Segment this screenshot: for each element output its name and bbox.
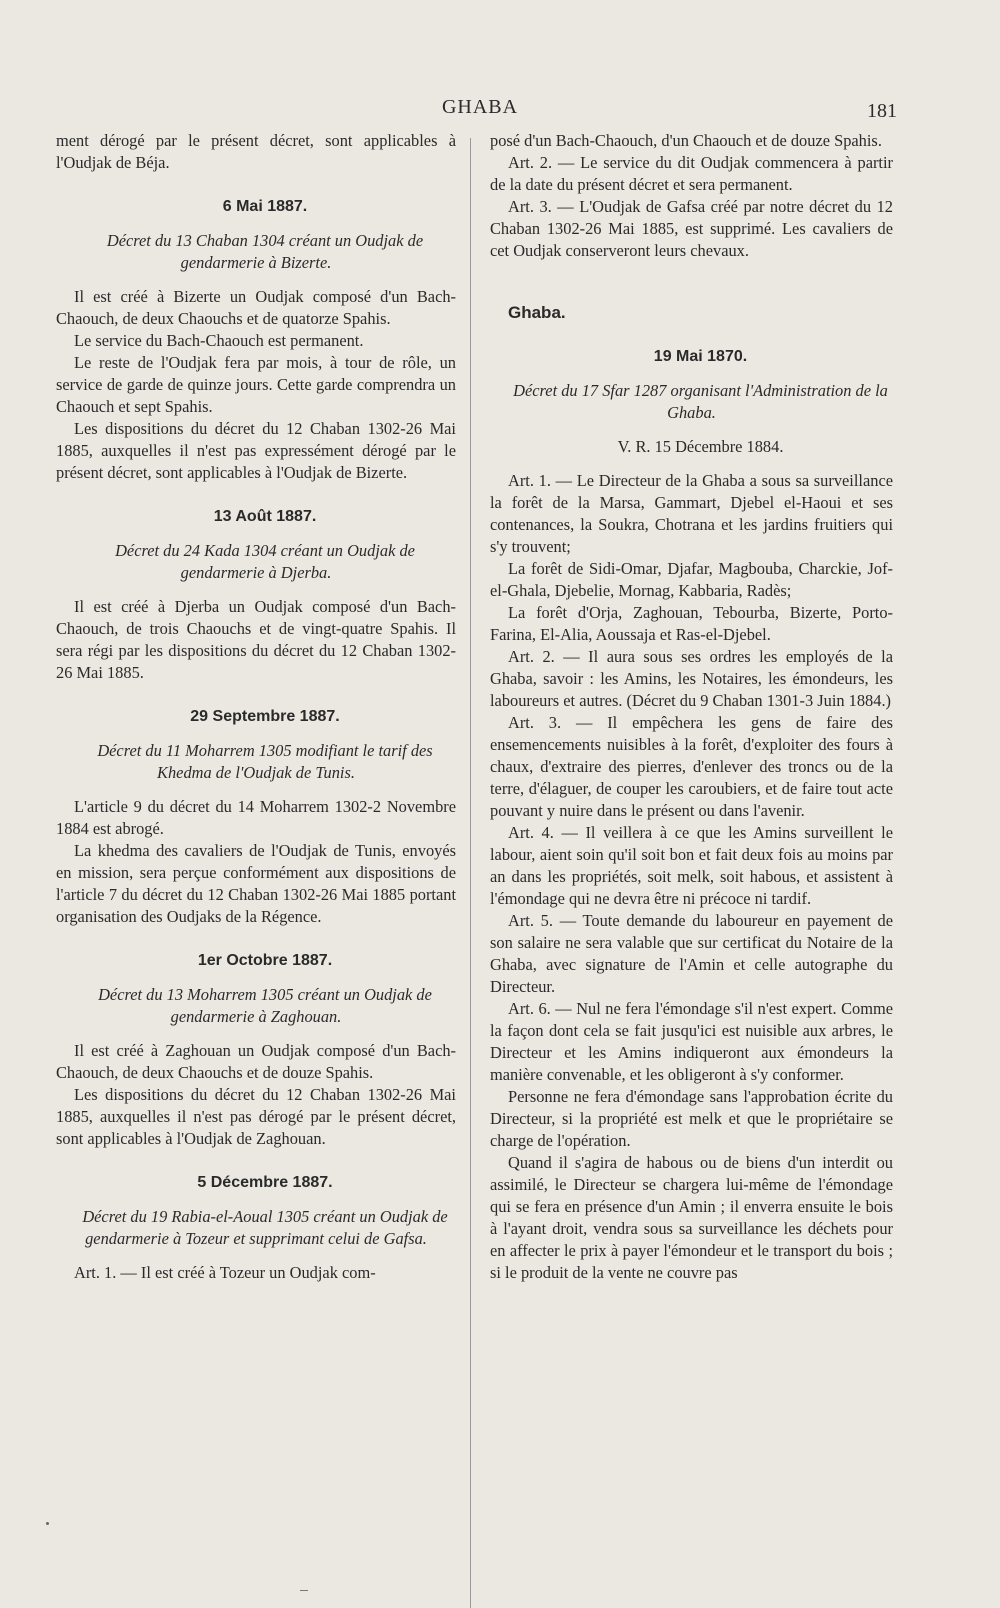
paragraph: La forêt d'Orja, Zaghouan, Tebourba, Bizerte, Porto-Farina, El-Alia, Aoussaja et Ras-el-Djebel. bbox=[490, 603, 893, 644]
paragraph: Art. 3. — L'Oudjak de Gafsa créé par notre décret du 12 Chaban 1302-26 Mai 1885, est supprimé. Les cavaliers de cet Oudjak conserveront leurs chevaux. bbox=[490, 197, 893, 260]
paragraph: Les dispositions du décret du 12 Chaban 1302-26 Mai 1885, auxquelles il n'est pas dérogé par le présent décret, sont applicables à l'Oudjak de Zaghouan. bbox=[56, 1085, 456, 1148]
decree-title: Décret du 24 Kada 1304 créant un Oudjak de gendarmerie à Djerba. bbox=[115, 541, 415, 582]
paragraph: Art. 1. — Il est créé à Tozeur un Oudjak com- bbox=[74, 1263, 376, 1282]
running-title: GHABA bbox=[441, 96, 519, 118]
right-column bbox=[490, 130, 893, 1284]
decree-title: Décret du 13 Chaban 1304 créant un Oudjak de gendarmerie à Bizerte. bbox=[106, 231, 424, 272]
paragraph: Art. 1. — Le Directeur de la Ghaba a sous sa surveillance la forêt de la Marsa, Gammart, Djebel el-Haoui et ses contenances, la Soukra, Chotrana et les jardins fruitiers qui s'y trouvent; bbox=[490, 471, 893, 556]
footer-mark bbox=[300, 1590, 308, 1591]
paragraph: posé d'un Bach-Chaouch, d'un Chaouch et de douze Spahis. bbox=[490, 131, 882, 150]
section-date: 5 Décembre 1887. bbox=[197, 1174, 333, 1191]
paragraph: ment dérogé par le présent décret, sont applicables à l'Oudjak de Béja. bbox=[56, 131, 456, 172]
column-divider bbox=[470, 138, 471, 1608]
decree-title: Décret du 17 Sfar 1287 organisant l'Administration de la Ghaba. bbox=[513, 381, 888, 422]
paragraph: La forêt de Sidi-Omar, Djafar, Magbouba, Charckie, Jof-el-Ghala, Djebelie, Mornag, Kabbaria, Radès; bbox=[490, 559, 893, 600]
paragraph: Art. 5. — Toute demande du laboureur en payement de son salaire ne sera valable que sur certificat du Notaire de la Ghaba, avec signature de l'Amin et celle autographe du Directeur. bbox=[490, 911, 893, 996]
decree-title: Décret du 13 Moharrem 1305 créant un Oudjak de gendarmerie à Zaghouan. bbox=[98, 985, 432, 1026]
section-date: 1er Octobre 1887. bbox=[197, 952, 333, 969]
paragraph: Il est créé à Zaghouan un Oudjak composé d'un Bach-Chaouch, de deux Chaouchs et de douze Spahis. bbox=[56, 1041, 456, 1082]
paragraph: L'article 9 du décret du 14 Moharrem 1302-2 Novembre 1884 est abrogé. bbox=[56, 797, 456, 838]
paragraph: Il est créé à Bizerte un Oudjak composé d'un Bach-Chaouch, de deux Chaouchs et de quatorze Spahis. bbox=[56, 287, 456, 328]
paragraph: Art. 4. — Il veillera à ce que les Amins surveillent le labour, aient soin qu'il soit bon et fait deux fois au moins par an dans les propriétés, soit melk, soit habous, et assistent à l'émondage qui ne devra être ni précoce ni tardif. bbox=[490, 823, 893, 908]
page-number: 181 bbox=[867, 100, 897, 122]
paragraph: Le reste de l'Oudjak fera par mois, à tour de rôle, un service de garde de quinze jours. Cette garde comprendra un Chaouch et sept Spahis. bbox=[56, 353, 456, 416]
paragraph: Quand il s'agira de habous ou de biens d'un interdit ou assimilé, le Directeur se chargera lui-même de l'émondage qui se fera en présence d'un Amin ; il enverra ensuite le bois à l'ayant droit, vendra sous sa surveillance les déchets pour en affecter le prix à payer l'émondeur et le transport du bois ; si le produit de la vente ne couvre pas bbox=[490, 1153, 893, 1282]
paragraph: Les dispositions du décret du 12 Chaban 1302-26 Mai 1885, auxquelles il n'est pas expressément dérogé par le présent décret, sont applicables à l'Oudjak de Bizerte. bbox=[56, 419, 456, 482]
paragraph: La khedma des cavaliers de l'Oudjak de Tunis, envoyés en mission, sera perçue conformément aux dispositions de l'article 7 du décret du 12 Chaban 1302-26 Mai 1885 portant organisation des Oudjaks de la Régence. bbox=[56, 841, 456, 926]
paragraph: Personne ne fera d'émondage sans l'approbation écrite du Directeur, si la propriété est melk et que le propriétaire se charge de l'opération. bbox=[490, 1087, 893, 1150]
paragraph: Art. 3. — Il empêchera les gens de faire des ensemencements nuisibles à la forêt, d'exploiter des fours à chaux, d'extraire des pierres, d'enlever des troncs ou de la terre, d'élaguer, de couper les caroubiers, et de faire tout acte pouvant y nuire dans le présent ou dans l'avenir. bbox=[490, 713, 893, 820]
section-date: 6 Mai 1887. bbox=[222, 198, 308, 215]
decree-title: Décret du 11 Moharrem 1305 modifiant le tarif des Khedma de l'Oudjak de Tunis. bbox=[97, 741, 433, 782]
reference-line: V. R. 15 Décembre 1884. bbox=[617, 437, 784, 456]
paragraph: Art. 2. — Il aura sous ses ordres les employés de la Ghaba, savoir : les Amins, les Notaires, les émondeurs, les laboureurs et autres. (Décret du 9 Chaban 1301-3 Juin 1884.) bbox=[490, 647, 893, 710]
section-heading: Ghaba. bbox=[508, 303, 566, 322]
section-date: 13 Août 1887. bbox=[213, 508, 317, 525]
speck bbox=[46, 1522, 49, 1525]
paragraph: Art. 2. — Le service du dit Oudjak commencera à partir de la date du présent décret et sera permanent. bbox=[490, 153, 893, 194]
paragraph: Il est créé à Djerba un Oudjak composé d'un Bach-Chaouch, de trois Chaouchs et de vingt-quatre Spahis. Il sera régi par les dispositions du décret du 12 Chaban 1302-26 Mai 1885. bbox=[56, 597, 456, 682]
decree-title: Décret du 19 Rabia-el-Aoual 1305 créant un Oudjak de gendarmerie à Tozeur et supprimant celui de Gafsa. bbox=[82, 1207, 448, 1248]
paragraph: Art. 6. — Nul ne fera l'émondage s'il n'est expert. Comme la façon dont cela se fait jusqu'ici est nuisible aux arbres, le Directeur et les Amins indiqueront aux émondeurs la manière convenable, et les obligeront à s'y conformer. bbox=[490, 999, 893, 1084]
left-column bbox=[56, 130, 456, 1284]
section-date: 29 Septembre 1887. bbox=[190, 708, 340, 725]
paragraph: Le service du Bach-Chaouch est permanent. bbox=[74, 331, 364, 350]
section-date: 19 Mai 1870. bbox=[653, 348, 748, 365]
